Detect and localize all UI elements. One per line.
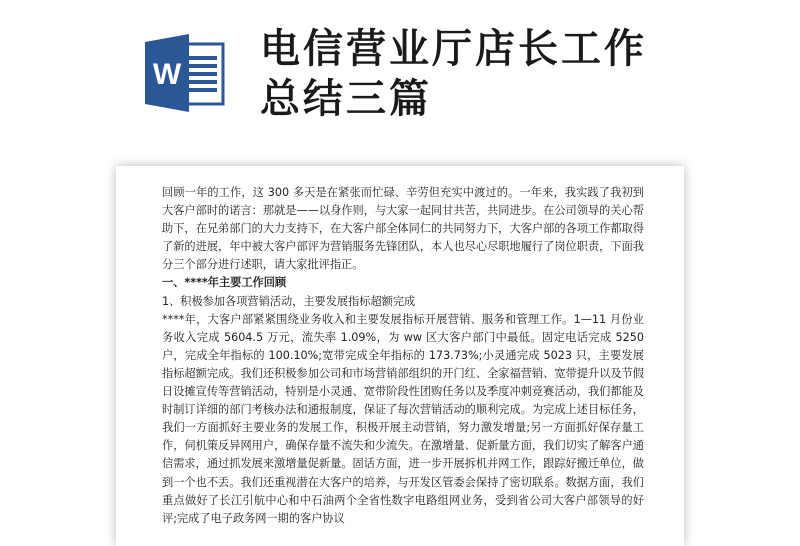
icon-line — [187, 88, 217, 92]
document-page — [116, 166, 684, 546]
section-heading: 一、****年主要工作回顾 — [162, 276, 287, 290]
icon-line — [187, 80, 217, 84]
body-paragraph: ****年，大客户部紧紧围绕业务收入和主要发展指标开展营销、服务和管理工作。1—11 月份业务收入完成 5604.5 万元，流失率 1.09%，为 ww 区大客户部门中最低。固定电话完成 5250 户，完成全年指标的 100.10%;宽带完成全年指标的 173.73%;小灵通完成 5023 只，主要发展指标超额完成。我们还积极参加公司和市场营销部组织的开门红、全家福营销、宽带提升以及节假日设摊宣传等营销活动，特别是小灵通、宽带阶段性团购任务以及季度冲刺竞赛活动，我们都能及时制订详细的部门考核办法和通报制度，保证了每次营销活动的顺利完成。为完成上述目标任务，我们一方面抓好主要业务的发展工作，积极开展主动营销，努力激发增量;另一方面抓好保存量工作，伺机策反异网用户，确保存量不流失和少流失。在激增量、促新量方面，我们切实了解客户通信需求，通过抓发展来激增量促新量。固话方面，进一步开展拆机并网工作，跟踪好搬迁单位，做到一个也不丢。我们还重视潜在大客户的培养，与开发区管委会保持了密切联系。数据方面，我们重点做好了长江引航中心和中石油两个全省性数字电路组网业务，受到省公司大客户部领导的好评;完成了电子政务网一期的客户协议 — [162, 312, 644, 525]
icon-line — [187, 72, 217, 76]
title-line-1: 电信营业厅店长工作 — [260, 26, 647, 72]
icon-line — [187, 56, 217, 60]
icon-line — [187, 64, 217, 68]
icon-letter: W — [152, 58, 182, 91]
word-document-icon — [143, 32, 227, 114]
title-line-2: 总结三篇 — [260, 76, 432, 122]
subsection-heading: 1、积极参加各项营销活动，主要发展指标超额完成 — [162, 294, 416, 308]
intro-paragraph: 回顾一年的工作，这 300 多天是在紧张而忙碌、辛劳但充实中渡过的。一年来，我实践了我初到大客户部时的诺言：那就是——以身作则，与大家一起同甘共苦，共同进步。在公司领导的关心帮助下，在兄弟部门的大力支持下，在大客户部全体同仁的共同努力下，大客户部的各项工作都取得了新的进展，年中被大客户部评为营销服务先锋团队，本人也尽心尽职地履行了岗位职责，下面我分三个部分进行述职，请大家批评指正。 — [162, 186, 644, 272]
document-body — [162, 184, 644, 528]
document-header — [0, 0, 800, 160]
page-title — [260, 24, 647, 124]
